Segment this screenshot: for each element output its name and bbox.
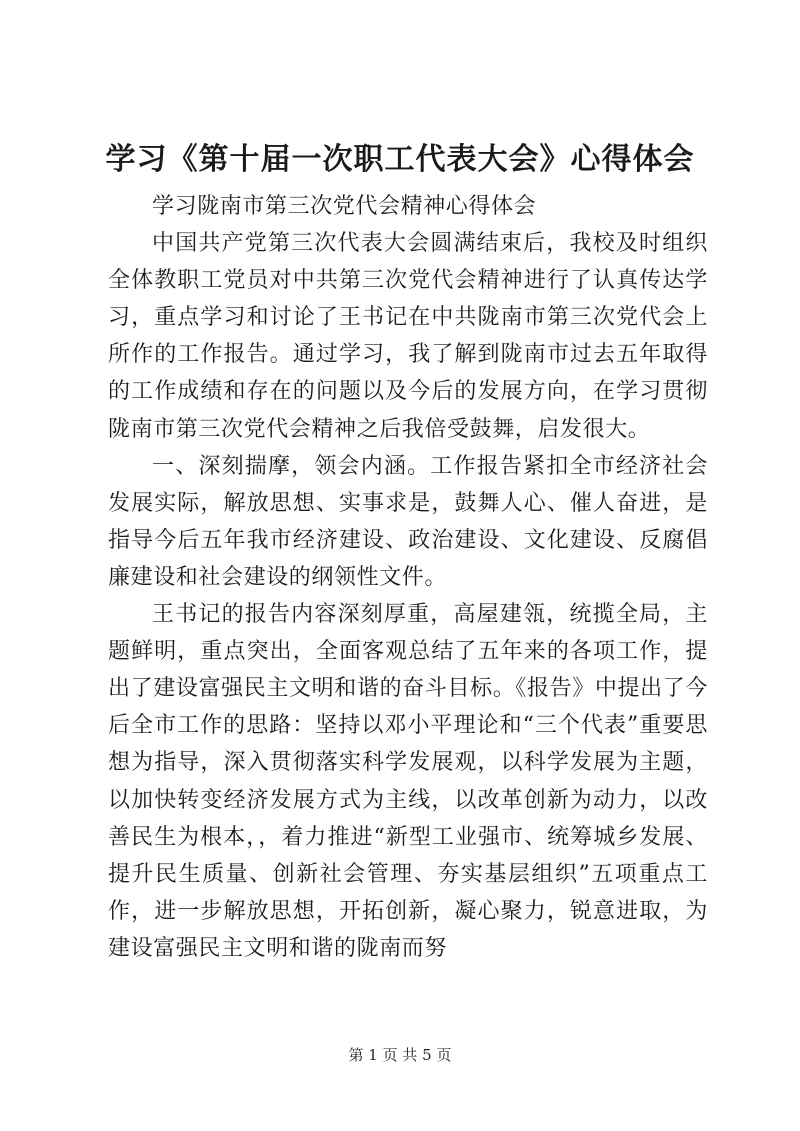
document-body	[108, 188, 708, 967]
subtitle-paragraph: 学习陇南市第三次党代会精神心得体会	[152, 194, 537, 219]
body-paragraph-1: 中国共产党第三次代表大会圆满结束后，我校及时组织全体教职工党员对中共第三次党代会精神进行了认真传达学习，重点学习和讨论了王书记在中共陇南市第三次党代会上所作的工作报告。通过学习，我了解到陇南市过去五年取得的工作成绩和存在的问题以及今后的发展方向，在学习贯彻陇南市第三次党代会精神之后我倍受鼓舞，启发很大。	[108, 231, 708, 442]
page-number-footer: 第 1 页 共 5 页	[348, 1046, 452, 1064]
document-title: 学习《第十届一次职工代表大会》心得体会	[105, 142, 695, 177]
body-paragraph-3: 王书记的报告内容深刻厚重，高屋建瓴，统揽全局，主题鲜明，重点突出，全面客观总结了五年来的各项工作，提出了建设富强民主文明和谐的奋斗目标。《报告》中提出了今后全市工作的思路：坚持以邓小平理论和“三个代表”重要思想为指导，深入贯彻落实科学发展观，以科学发展为主题，以加快转变经济发展方式为主线，以改革创新为动力，以改善民生为根本，，着力推进“新型工业强市、统筹城乡发展、提升民生质量、创新社会管理、夯实基层组织”五项重点工作，进一步解放思想，开拓创新，凝心聚力，锐意进取，为建设富强民主文明和谐的陇南而努	[108, 602, 708, 961]
body-paragraph-2: 一、深刻揣摩，领会内涵。工作报告紧扣全市经济社会发展实际，解放思想、实事求是，鼓舞人心、催人奋进，是指导今后五年我市经济建设、政治建设、文化建设、反腐倡廉建设和社会建设的纲领性文件。	[108, 453, 708, 590]
